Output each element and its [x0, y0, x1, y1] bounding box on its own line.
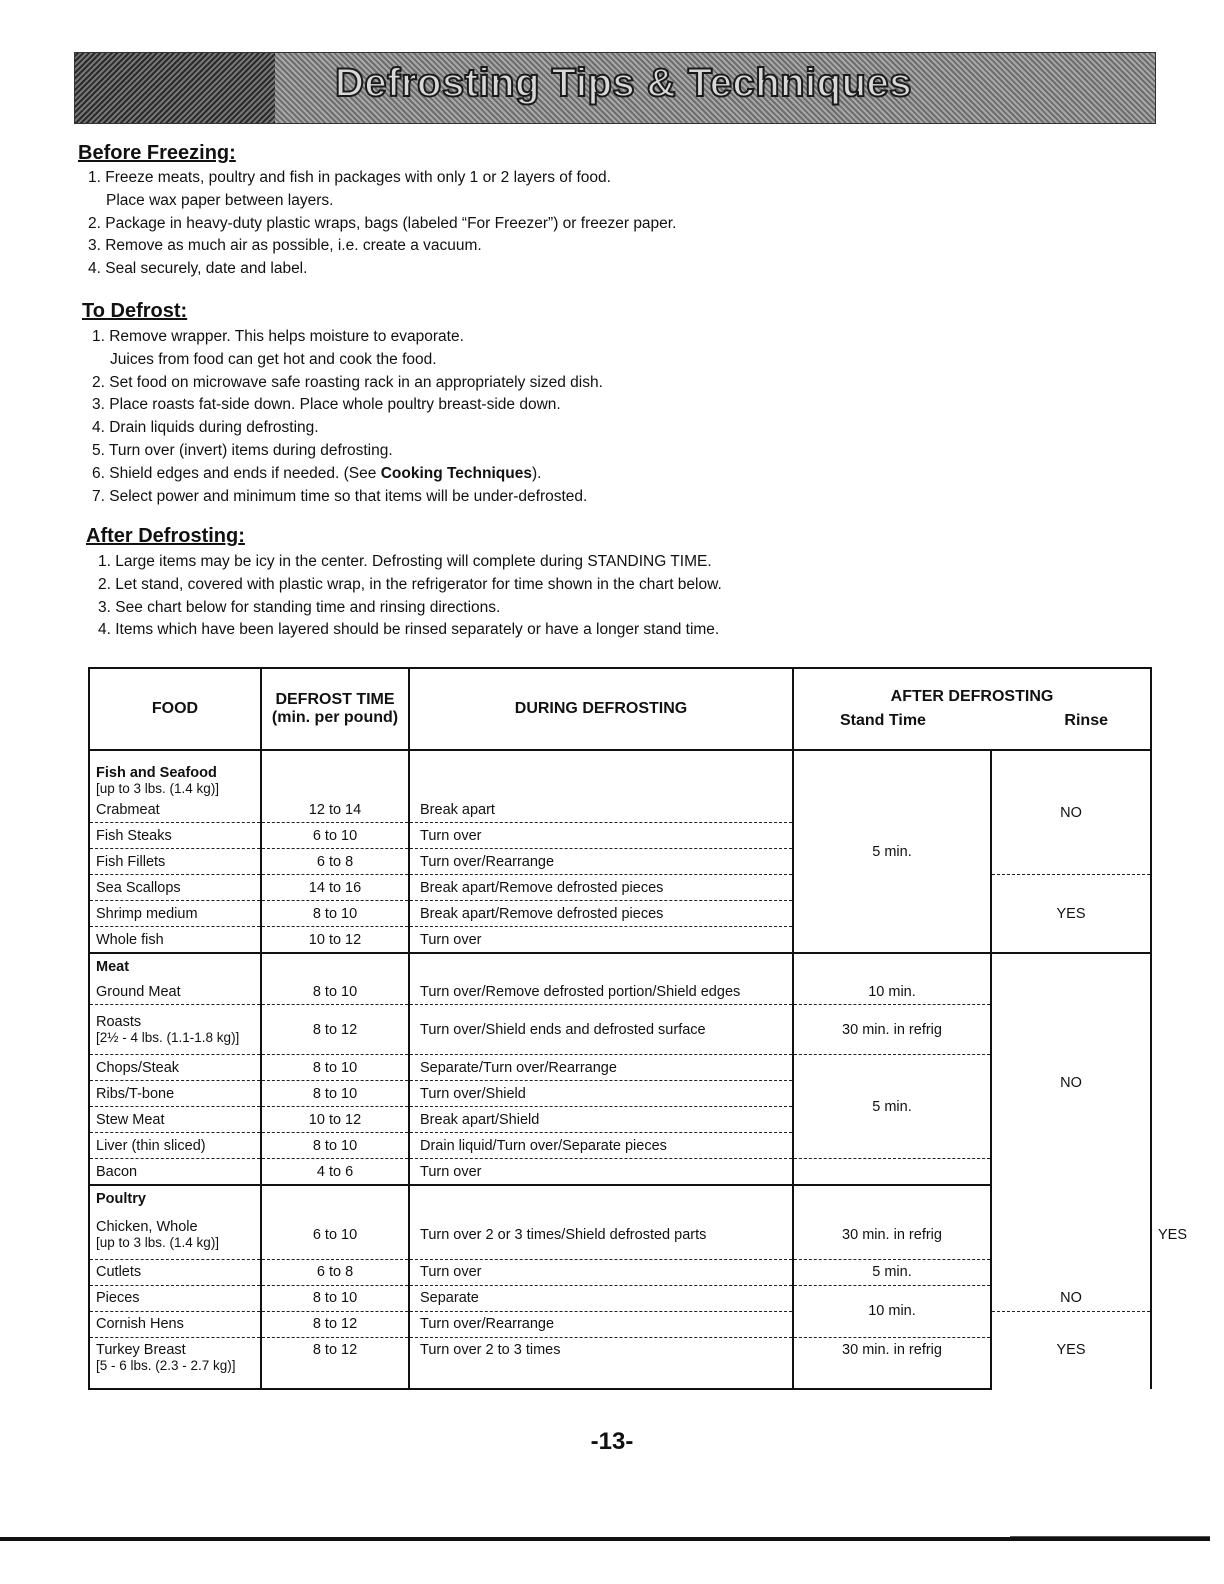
table-row: Fish Steaks 6 to 10 Turn over [89, 823, 1151, 849]
fish-rinse-no: NO [991, 750, 1151, 875]
table-row: Crabmeat 12 to 14 Break apart [89, 797, 1151, 823]
table-row: Chops/Steak 8 to 10 Separate/Turn over/Rearrange 5 min. [89, 1055, 1151, 1081]
list-item: 4. Seal securely, date and label. [88, 260, 308, 278]
table-row: Sea Scallops 14 to 16 Break apart/Remove defrosted pieces YES [89, 875, 1151, 901]
table-row [89, 953, 1151, 979]
table-row: Cornish Hens 8 to 12 Turn over/Rearrange YES [89, 1311, 1151, 1337]
table-row: Bacon 4 to 6 Turn over [89, 1159, 1151, 1186]
group-poultry: Poultry [89, 1185, 261, 1211]
table-row: Ribs/T-bone 8 to 10 Turn over/Shield [89, 1081, 1151, 1107]
cooking-techniques-ref: Cooking Techniques [380, 464, 532, 482]
list-item: 4. Items which have been layered should be rinsed separately or have a longer stand time. [98, 621, 720, 639]
group-fish: Fish and Seafood [up to 3 lbs. (1.4 kg)] [89, 750, 261, 797]
footer-rule-thin [1010, 1536, 1210, 1537]
table-header-row [89, 668, 1151, 750]
list-item: 5. Turn over (invert) items during defrosting. [92, 441, 393, 459]
list-item: Place wax paper between layers. [106, 191, 334, 209]
header-defrost-time: DEFROST TIME (min. per pound) [261, 668, 409, 750]
to-defrost-heading: To Defrost: [82, 300, 188, 322]
header-food: FOOD [89, 668, 261, 750]
list-item: 1. Remove wrapper. This helps moisture to evaporate. [92, 328, 464, 345]
list-item: 7. Select power and minimum time so that items will be under-defrosted. [92, 487, 588, 505]
list-item: 2. Package in heavy-duty plastic wraps, bags (labeled “For Freezer”) or freezer paper. [88, 214, 677, 232]
list-item: 6. Shield edges and ends if needed. (See Cooking Techniques). [92, 464, 542, 482]
table-row: Pieces 8 to 10 Separate 10 min. NO [89, 1285, 1151, 1311]
table-row: Turkey Breast [5 - 6 lbs. (2.3 - 2.7 kg)] 8 to 12 Turn over 2 to 3 times 30 min. in refrig [89, 1337, 1151, 1389]
before-freezing-heading: Before Freezing: [78, 142, 236, 164]
after-defrosting-list [98, 551, 722, 642]
list-item: 4. Drain liquids during defrosting. [92, 419, 319, 437]
table-row: Cutlets 6 to 8 Turn over 5 min. [89, 1259, 1151, 1285]
to-defrost-list [92, 326, 603, 508]
before-freezing-list [88, 167, 676, 281]
footer-rule [0, 1537, 1210, 1541]
table-row: Poultry YES [89, 1185, 1151, 1211]
header-rinse: Rinse [1064, 712, 1108, 729]
table-row: Liver (thin sliced) 8 to 10 Drain liquid/Turn over/Separate pieces [89, 1133, 1151, 1159]
meat-rinse: NO [991, 953, 1151, 1211]
list-item: 1. Freeze meats, poultry and fish in packages with only 1 or 2 layers of food. [88, 169, 611, 186]
table-row: Whole fish 10 to 12 Turn over [89, 927, 1151, 954]
table-row: Stew Meat 10 to 12 Break apart/Shield [89, 1107, 1151, 1133]
page-title: Defrosting Tips & Techniques [335, 61, 913, 105]
list-item: 3. Place roasts fat-side down. Place whole poultry breast-side down. [92, 396, 561, 414]
list-item: 2. Let stand, covered with plastic wrap, in the refrigerator for time shown in the chart below. [98, 575, 722, 593]
header-stand: Stand Time [840, 712, 926, 729]
list-item: Juices from food can get hot and cook the food. [110, 350, 437, 368]
title-banner [74, 52, 1156, 124]
table-row: Fish Fillets 6 to 8 Turn over/Rearrange [89, 849, 1151, 875]
fish-rinse-yes: YES [991, 875, 1151, 954]
fish-stand: 5 min. [793, 750, 991, 953]
poultry-stand-pieces: 10 min. [793, 1285, 991, 1337]
group-meat: Meat [89, 953, 261, 979]
list-item: 3. See chart below for standing time and rinsing directions. [98, 598, 501, 616]
header-after: AFTER DEFROSTING Stand Time Rinse [793, 668, 1151, 750]
table-row: Shrimp medium 8 to 10 Break apart/Remove defrosted pieces [89, 901, 1151, 927]
table-row: Roasts [2½ - 4 lbs. (1.1-1.8 kg)] 8 to 12 Turn over/Shield ends and defrosted surface 30 min. in refrig [89, 1005, 1151, 1055]
defrost-chart [88, 667, 1188, 1390]
table-row [89, 750, 1151, 797]
meat-stand: 5 min. [793, 1055, 991, 1159]
list-item: 1. Large items may be icy in the center. Defrosting will complete during STANDING TIME. [98, 553, 712, 570]
table-row: Ground Meat 8 to 10 Turn over/Remove defrosted portion/Shield edges 10 min. [89, 979, 1151, 1005]
header-during: DURING DEFROSTING [409, 668, 793, 750]
page-number: -13- [590, 1428, 634, 1455]
list-item: 3. Remove as much air as possible, i.e. create a vacuum. [88, 237, 482, 255]
list-item: 2. Set food on microwave safe roasting rack in an appropriately sized dish. [92, 373, 603, 391]
after-defrosting-heading: After Defrosting: [86, 525, 245, 547]
table-row: Chicken, Whole [up to 3 lbs. (1.4 kg)] 6 to 10 Turn over 2 or 3 times/Shield defrosted parts 30 min. in refrig [89, 1211, 1151, 1259]
poultry-rinse-no: NO [991, 1285, 1151, 1311]
poultry-rinse-yes-2: YES [991, 1311, 1151, 1389]
